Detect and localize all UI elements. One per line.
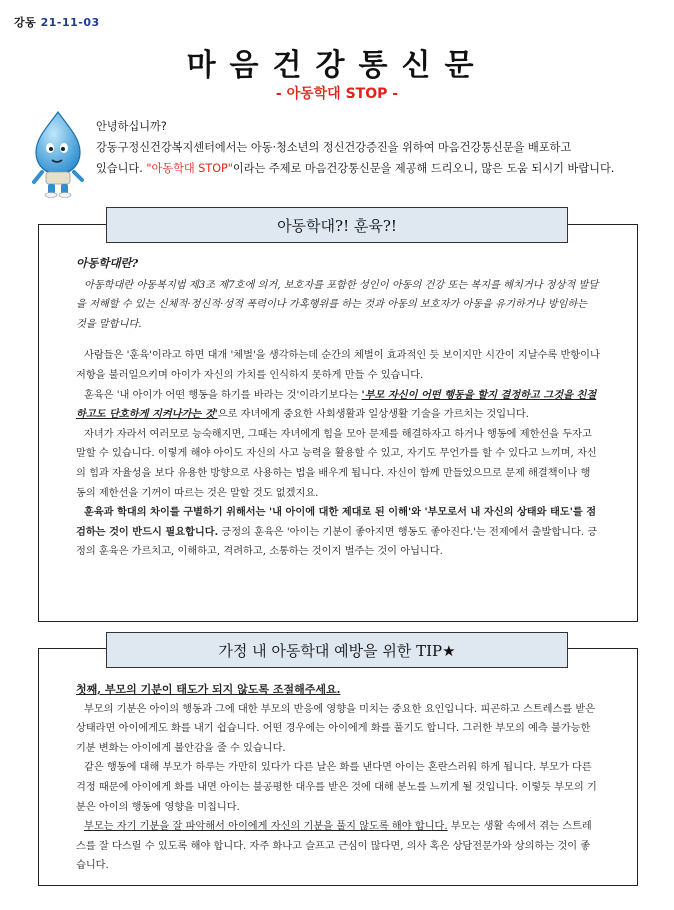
intro-greeting: 안녕하십니까? <box>96 120 167 133</box>
paragraph-4 <box>76 503 600 562</box>
tip-1-paragraph-3 <box>76 817 600 876</box>
intro-line-2-pre: 있습니다. <box>96 162 147 175</box>
definition-paragraph: 아동학대란 아동복지법 제3조 제7호에 의거, 보호자를 포함한 성인이 아동의 건강 또는 복지를 해치거나 정상적 발달을 저해할 수 있는 신체적·정신적·성적 폭력이나 가혹행위를 하는 것과 아동의 보호자가 아동을 유기하거나 방임하는 것을 말합니다. <box>76 279 599 330</box>
intro-text <box>96 116 656 179</box>
paragraph-2-emphasis: '부모 자신이 어떤 행동을 할지 결정하고 그것을 친절하고도 단호하게 지켜나가는 것' <box>76 388 597 421</box>
paragraph-2-pre: 훈육은 '내 아이가 어떤 행동을 하기를 바라는 것'이라기보다는 <box>84 389 362 401</box>
tip-1-paragraph-3-underlined: 부모는 자기 기분을 잘 파악해서 아이에게 자신의 기분을 풀지 않도록 해야 합니다. <box>84 821 448 833</box>
paragraph-3: 자녀가 자라서 여러모로 능숙해지면, 그때는 자녀에게 힘을 모아 문제를 해결하자고 하거나 행동에 제한선을 두자고 말할 수 있습니다. 이렇게 해야 아이도 자신의 사고 능력을 활용할 수 있고, 자기도 무언가를 할 수 있다고 느끼며, 자신의 힘과 자율성을 보다 유용한 방향으로 사용하는 법을 배우게 됩니다. 자신이 함께 만들었으므로 문제 해결책이나 행동의 제한선을 기꺼이 따르는 것은 말할 것도 없겠지요. <box>76 428 597 499</box>
tip-1-paragraph-2: 같은 행동에 대해 부모가 하루는 가만히 있다가 다른 날은 화를 낸다면 아이는 혼란스러워 하게 됩니다. 부모가 다른 걱정 때문에 아이에게 화를 내면 아이는 불공평한 대우를 받은 것에 대해 분노를 느끼게 될 것입니다. 이렇듯 부모의 기분은 아이의 행동에 영향을 미칩니다. <box>76 762 597 813</box>
paragraph-2-post: 으로 자녀에게 중요한 사회생활과 일상생활 기술을 가르치는 것입니다. <box>217 409 529 421</box>
tip-1-paragraph-3-post: 부모는 생활 속에서 겪는 스트레스를 잘 다스릴 수 있도록 해야 합니다. 자주 화나고 슬프고 근심이 많다면, 의사 혹은 상담전문가와 상의하는 것이 좋습니다. <box>76 821 592 872</box>
section-2-header: 가정 내 아동학대 예방을 위한 TIP★ <box>106 632 568 668</box>
intro-highlight: "아동학대 STOP" <box>146 162 233 175</box>
tip-1-paragraph-1: 부모의 기분은 아이의 행동과 그에 대한 부모의 반응에 영향을 미치는 중요한 요인입니다. 피곤하고 스트레스를 받은 상태라면 아이에게도 화를 내기 쉽습니다. 어떤 경우에는 아이에게 화를 풀기도 합니다. 그러한 부모의 예측 불가능한 기분 변화는 아이에게 불안감을 줄 수 있습니다. <box>76 703 596 754</box>
section-1-header: 아동학대?! 훈육?! <box>106 207 568 243</box>
tip-1-title: 첫째, 부모의 기분이 태도가 되지 않도록 조절해주세요. <box>76 683 341 696</box>
newsletter-subtitle: - 아동학대 STOP - <box>275 86 399 102</box>
issue-code: 21-11-03 <box>40 16 100 29</box>
intro-line-2-post: 이라는 주제로 마음건강통신문을 제공해 드리오니, 많은 도움 되시기 바랍니다. <box>232 162 615 175</box>
paragraph-4-bold: 훈육과 학대의 차이를 구별하기 위해서는 '내 아이에 대한 제대로 된 이해'와 '부모로서 내 자신의 상태와 태도'를 점검하는 것이 반드시 필요합니다. <box>76 506 597 538</box>
paragraph-4-post: 긍정의 훈육은 '아이는 기분이 좋아지면 행동도 좋아진다.'는 전제에서 출발합니다. 긍정의 훈육은 가르치고, 이해하고, 격려하고, 소통하는 것이지 벌주는 것이 아닙니다. <box>76 526 598 558</box>
newsletter-title: 마음건강통신문 <box>186 48 488 83</box>
paragraph-1: 사람들은 '훈육'이라고 하면 대개 '체벌'을 생각하는데 순간의 체벌이 효과적인 듯 보이지만 시간이 지날수록 반항이나 저항을 불러일으키며 아이가 자신의 가치를 인식하지 못하게 만들 수 있습니다. <box>76 350 600 381</box>
paragraph-2 <box>76 386 600 425</box>
section-2-content <box>76 680 600 876</box>
mascot-water-drop-icon <box>28 108 88 198</box>
intro-line-2 <box>96 158 656 179</box>
question-heading: 아동학대란? <box>76 256 139 270</box>
issue-number <box>14 14 100 30</box>
section-1-content <box>76 254 600 562</box>
intro-line-1: 강동구정신건강복지센터에서는 아동·청소년의 정신건강증진을 위하여 마음건강통신문을 배포하고 <box>96 141 572 154</box>
issue-org: 강동 <box>14 16 37 29</box>
